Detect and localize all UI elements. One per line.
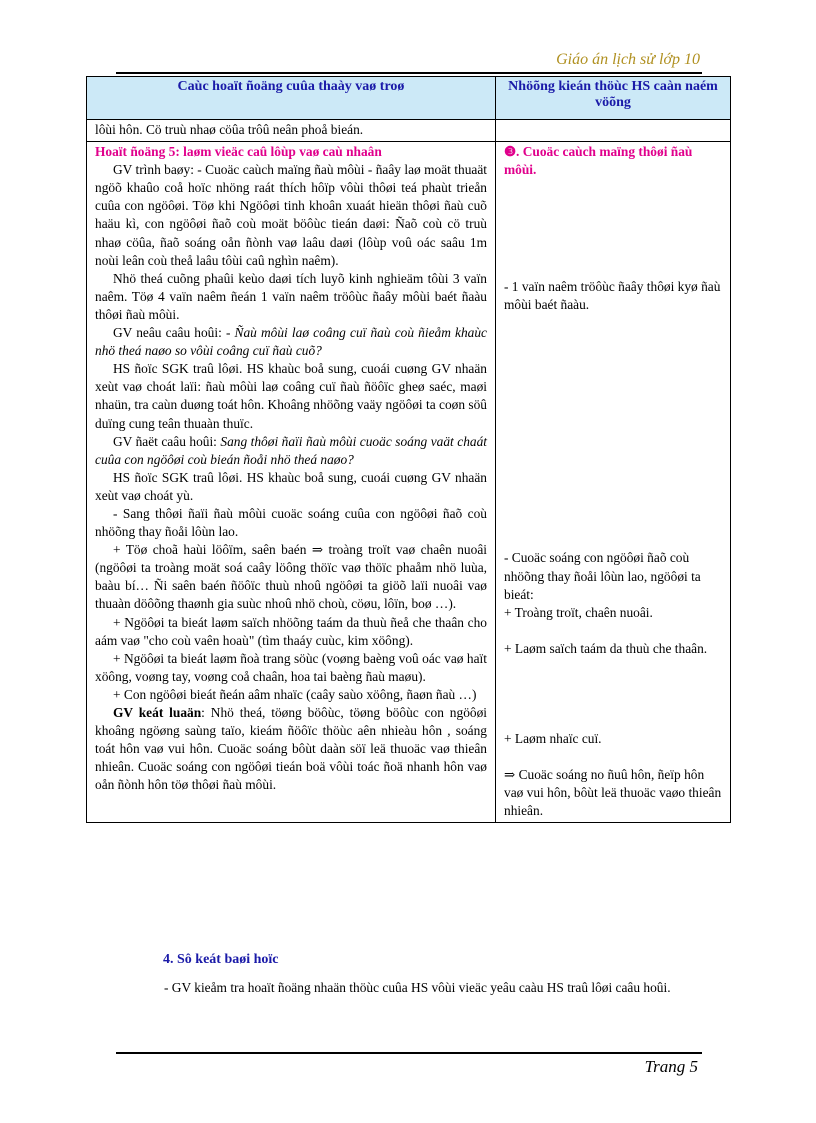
knowledge-item: - Cuoäc soáng con ngöôøi ñaõ coù nhöõng thay ñoåi lôùn lao, ngöôøi ta bieát: [504,550,701,602]
activity-cell [87,142,496,823]
header-rule [116,72,702,74]
spacer [504,622,722,640]
activity-paragraph: HS ñoïc SGK traû lôøi. HS khaùc boå sung, cuoái cuøng GV nhaän xeùt vaø choát laïi: ñaù môùi laø coâng cuï ñaù ñöôïc gheø saéc, maøi nhaün, tra caùn duøng toát hôn. Khoâng nhöõng vaäy ngöôøi ta coøn söû duïng cung teân thuaàn thuïc. [95,361,487,431]
document-header-title: Giáo án lịch sử lớp 10 [556,51,700,68]
section-4-heading: 4. Sô keát baøi hoïc [163,952,279,967]
question-paragraph [95,433,487,469]
activity-paragraph: HS ñoïc SGK traû lôøi. HS khaùc boå sung, cuoái cuøng GV nhaän xeùt vaø choát yù. [95,469,487,503]
activity-paragraph: Nhö theá cuõng phaûi keùo daøi tích luyõ kinh nghieäm tôùi 3 vaïn naêm. Töø 4 vaïn naêm ñeán 1 vaïn naêm tröôùc ñaây môùi baét ñaàu thôøi ñaù môùi. [95,270,487,322]
spacer [504,658,722,730]
table-header-row [87,77,731,120]
activity-paragraph: + Ngöôøi ta bieát laøm saïch nhöõng taám da thuù ñeå che thaân cho aám vaø "cho coù vaên hoaù" (tìm thaáy cuùc, kim xöông). [95,614,487,648]
col-header-knowledge: Nhöõng kieán thöùc HS caàn naém vöõng [496,77,731,120]
section-4-text: - GV kieåm tra hoaït ñoäng nhaän thöùc cuûa HS vôùi vieäc yeâu caàu HS traû lôøi caâu hoûi. [164,980,671,995]
table-row-activity-5 [87,142,731,823]
activity-paragraph: + Ngöôøi ta bieát laøm ñoà trang söùc (voøng baèng voû oác vaø haït xöông, voøng tay, voøng coå chaân, hoa tai baèng ñaù maøu). [95,650,487,684]
question-text: Sang thôøi ñaïi ñaù môùi cuoäc soáng vaät chaát cuûa con ngöôøi coù bieán ñoåi nhö theá naøo? [95,433,487,467]
spacer [504,314,722,549]
col-header-activities: Caùc hoaït ñoäng cuûa thaày vaø troø [87,77,496,120]
question-lead: GV neâu caâu hoûi: - [113,325,235,341]
activity-title: Hoaït ñoäng 5: laøm vieäc caû lôùp vaø caù nhaân [95,144,382,160]
section-title-text: . Cuoäc caùch maïng thôøi ñaù môùi. [504,144,693,178]
spacer [504,179,722,278]
carry-empty-cell [496,120,731,142]
knowledge-item: ⇒ Cuoäc soáng no ñuû hôn, ñeïp hôn vaø vui hôn, bôùt leä thuoäc vaøo thieân nhieân. [504,767,722,819]
carry-line: lôùi hôn. Cö truù nhaø cöûa trôû neân phoå bieán. [87,120,496,142]
conclusion-lead: GV keát luaän [113,705,202,720]
question-paragraph [95,324,487,360]
knowledge-item: - 1 vaïn naêm tröôùc ñaây thôøi kyø ñaù môùi baét ñaàu. [504,279,721,313]
table-row-carry [87,120,731,142]
knowledge-item: + Laøm saïch taám da thuù che thaân. [504,640,708,656]
activity-paragraph: + Töø choã haùi löôïm, saên baén ⇒ troàng troït vaø chaên nuoâi (ngöôøi ta troàng moät soá caây löông thöïc vaø thöïc phaåm nhö luùa, baàu bí… Ñi saên baén ñöôïc thuù nhoû ngöôøi ta giöõ laïi nuoâi vaø thuaàn döôõng thaønh gia suùc nhoû nhö choù, cöøu, lôïn, boø …). [95,542,487,612]
activity-paragraph: GV trình baøy: - Cuoäc caùch maïng ñaù môùi - ñaây laø moät thuaät ngöõ khaûo coå hoïc nhöng raát thích hôïp vôùi thôøi teá phaùt trieån cuûa con ngöôøi. Töø khi Ngöôøi tinh khoân xuaát hieän thôøi ñaù cuõ haäu kì, con ngöôøi ñaõ coù moät böôùc tieán daøi: Ñaõ coù cö truù nhaø cöûa, ñaõ soáng oån ñònh vaø laâu daøi (lôùp voû oác saâu 1m noùi leân coù theå laâu tôùi caû nghìn naêm). [95,162,487,268]
section-marker-icon: ❸ [504,144,517,160]
spacer [504,748,722,766]
knowledge-cell [496,142,731,823]
question-lead: GV ñaët caâu hoûi: [113,433,221,449]
page-number: Trang 5 [644,1057,698,1076]
question-text: Ñaù môùi laø coâng cuï ñaù coù ñieåm khaùc nhö theá naøo so vôùi coâng cuï ñaù cuõ? [95,325,487,359]
section-title [504,143,722,179]
activity-paragraph: + Con ngöôøi bieát ñeán aâm nhaïc (caây saùo xöông, ñaøn ñaù …) [113,686,477,702]
conclusion-paragraph [95,704,487,794]
footer-rule [116,1052,702,1054]
knowledge-item: + Laøm nhaïc cuï. [504,730,602,746]
activity-paragraph: - Sang thôøi ñaïi ñaù môùi cuoäc soáng cuûa con ngöôøi ñaõ coù nhöõng thay ñoåi lôùn lao. [95,505,487,540]
lesson-table [86,76,731,823]
conclusion-text: : Nhö theá, töøng böôùc, töøng böôùc con ngöôøi khoâng ngöøng saùng taïo, kieám ñöôïc thöùc aên nhieàu hôn , soáng toát hôn vaø vui hôn. Cuoäc soáng bôùt daàn söï leä thuoäc vaø thieân nhieân. Cuoäc soáng con ngöôøi tieán boä vôùi toác ñoä nhanh hôn vaø oån ñònh hôn töø thôøi ñaù môùi. [95,705,488,793]
knowledge-item: + Troàng troït, chaên nuoâi. [504,604,653,620]
